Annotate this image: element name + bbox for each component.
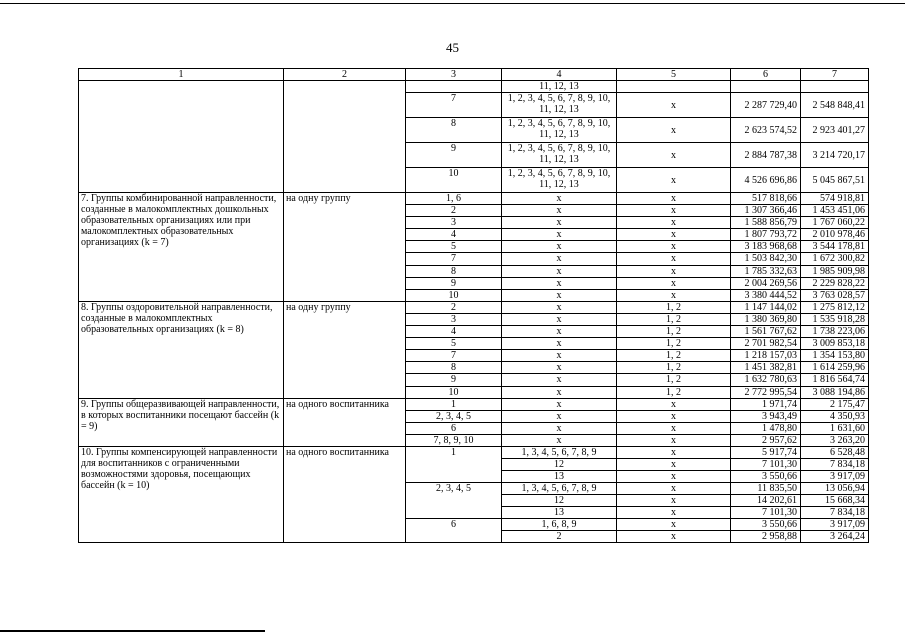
column-header: 2: [284, 69, 406, 81]
table-row: [79, 193, 869, 205]
table-cell: х: [617, 253, 731, 265]
table-cell: 1, 3, 4, 5, 6, 7, 8, 9: [502, 482, 617, 494]
table-cell: 2 958,88: [731, 530, 801, 542]
empty-cell: [79, 81, 284, 193]
table-cell: 2 957,62: [731, 434, 801, 446]
table-cell: 15 668,34: [801, 494, 869, 506]
table-cell: 3 550,66: [731, 470, 801, 482]
table-cell: х: [502, 398, 617, 410]
table-cell: 8: [406, 265, 502, 277]
table-cell: 3: [406, 313, 502, 325]
table-cell: х: [502, 193, 617, 205]
table-cell: 3 917,09: [801, 470, 869, 482]
table-cell: 7: [406, 350, 502, 362]
table-cell: 2: [406, 301, 502, 313]
table-cell: 2 010 978,46: [801, 229, 869, 241]
table-cell: х: [617, 289, 731, 301]
table-cell: х: [617, 229, 731, 241]
table-cell: 1, 2, 3, 4, 5, 6, 7, 8, 9, 10, 11, 12, 13: [502, 143, 617, 168]
table-cell: 3 263,20: [801, 434, 869, 446]
row-unit-label: на одну группу: [284, 193, 406, 302]
table-row: [79, 398, 869, 410]
table-cell: х: [502, 265, 617, 277]
table-cell: 1 307 366,46: [731, 205, 801, 217]
table-cell: 3 183 968,68: [731, 241, 801, 253]
table-cell: х: [617, 482, 731, 494]
table-cell: х: [617, 446, 731, 458]
table-cell: 6: [406, 422, 502, 434]
column-header: 1: [79, 69, 284, 81]
table-cell: 1, 2, 3, 4, 5, 6, 7, 8, 9, 10, 11, 12, 13: [502, 168, 617, 193]
table-cell: 10: [406, 289, 502, 301]
table-cell: х: [617, 410, 731, 422]
header-row: [79, 69, 869, 81]
table-cell: 2 287 729,40: [731, 93, 801, 118]
table-cell: 1 985 909,98: [801, 265, 869, 277]
table-cell: 1, 2: [617, 362, 731, 374]
table-cell: 8: [406, 118, 502, 143]
table-cell: х: [502, 326, 617, 338]
table-cell: 14 202,61: [731, 494, 801, 506]
table-cell: х: [617, 530, 731, 542]
table-cell: х: [502, 241, 617, 253]
table-cell: 1 672 300,82: [801, 253, 869, 265]
table-cell: 3 943,49: [731, 410, 801, 422]
table-cell: х: [502, 362, 617, 374]
column-header: 4: [502, 69, 617, 81]
table-cell: 5: [406, 241, 502, 253]
table-cell: х: [502, 350, 617, 362]
table-cell: 1 354 153,80: [801, 350, 869, 362]
table-cell: 2 548 848,41: [801, 93, 869, 118]
table-cell: 7 834,18: [801, 458, 869, 470]
table-cell: 3 088 194,86: [801, 386, 869, 398]
table-cell: 1 971,74: [731, 398, 801, 410]
top-border-line: [0, 3, 905, 4]
table-cell: х: [617, 241, 731, 253]
table-cell: х: [502, 434, 617, 446]
table-cell: 2, 3, 4, 5: [406, 482, 502, 518]
tariff-table: [78, 68, 869, 543]
table-cell: х: [502, 338, 617, 350]
table-cell: 1 478,80: [731, 422, 801, 434]
table-cell: 1 816 564,74: [801, 374, 869, 386]
column-header: 6: [731, 69, 801, 81]
table-cell: 1, 3, 4, 5, 6, 7, 8, 9: [502, 446, 617, 458]
row-group-label: 8. Группы оздоровительной направленности, созданные в малокомплектных образовательных организациях (k = 8): [79, 301, 284, 398]
table-cell: х: [502, 386, 617, 398]
table-cell: 1, 2: [617, 338, 731, 350]
table-cell: х: [617, 143, 731, 168]
table-cell: 7 101,30: [731, 506, 801, 518]
table-cell: 1 503 842,30: [731, 253, 801, 265]
table-cell: х: [617, 217, 731, 229]
table-cell: х: [617, 434, 731, 446]
table-cell: 2, 3, 4, 5: [406, 410, 502, 422]
table-cell: 1 561 767,62: [731, 326, 801, 338]
column-header: 3: [406, 69, 502, 81]
table-cell: 6 528,48: [801, 446, 869, 458]
empty-cell: [617, 81, 731, 93]
table-cell: 2 701 982,54: [731, 338, 801, 350]
table-cell: 1, 2, 3, 4, 5, 6, 7, 8, 9, 10, 11, 12, 13: [502, 118, 617, 143]
table-cell: 4 350,93: [801, 410, 869, 422]
table-cell: 1 147 144,02: [731, 301, 801, 313]
table-cell: 3 380 444,52: [731, 289, 801, 301]
table-cell: х: [617, 168, 731, 193]
table-cell: 4 526 696,86: [731, 168, 801, 193]
table-row: [79, 446, 869, 458]
table-cell: 6: [406, 518, 502, 542]
table-cell: 1, 2: [617, 374, 731, 386]
table-cell: 3 763 028,57: [801, 289, 869, 301]
table-cell: х: [502, 301, 617, 313]
table-cell: х: [617, 398, 731, 410]
table-cell: х: [502, 229, 617, 241]
table-cell: х: [617, 277, 731, 289]
table-cell: х: [617, 422, 731, 434]
table-cell: 7: [406, 93, 502, 118]
table-cell: 3 214 720,17: [801, 143, 869, 168]
table-cell: 1 588 856,79: [731, 217, 801, 229]
empty-cell: [406, 81, 502, 93]
table-cell: 4: [406, 229, 502, 241]
table-cell: х: [617, 518, 731, 530]
table-cell: 1, 2: [617, 386, 731, 398]
table-cell: 1, 2: [617, 313, 731, 325]
table-cell: х: [502, 205, 617, 217]
table-cell: 1 631,60: [801, 422, 869, 434]
table-cell: 1 738 223,06: [801, 326, 869, 338]
row-unit-label: на одного воспитанника: [284, 398, 406, 446]
table-cell: 12: [502, 458, 617, 470]
table-cell: 4: [406, 326, 502, 338]
table-cell: 1 785 332,63: [731, 265, 801, 277]
table-cell: 2: [406, 205, 502, 217]
table-row: [79, 81, 869, 93]
table-cell: 5: [406, 338, 502, 350]
footer-line: [0, 630, 265, 632]
table-cell: х: [617, 205, 731, 217]
table-cell: 1 451 382,81: [731, 362, 801, 374]
row-group-label: 7. Группы комбинированной направленности, созданные в малокомплектных дошкольных образовательных организациях или при малокомплектных образовательных организациях (k = 7): [79, 193, 284, 302]
table-cell: 1, 2: [617, 326, 731, 338]
table-cell: 9: [406, 277, 502, 289]
table-cell: х: [617, 193, 731, 205]
table-cell: 2: [502, 530, 617, 542]
table-cell: х: [617, 458, 731, 470]
table-cell: 3 917,09: [801, 518, 869, 530]
table-cell: 13: [502, 470, 617, 482]
table-cell: х: [502, 422, 617, 434]
table-cell: 10: [406, 168, 502, 193]
table-cell: х: [502, 253, 617, 265]
row-unit-label: на одного воспитанника: [284, 446, 406, 542]
table-cell: 2 772 995,54: [731, 386, 801, 398]
table-cell: 1 535 918,28: [801, 313, 869, 325]
table-cell: х: [617, 470, 731, 482]
table-cell: 9: [406, 143, 502, 168]
table-cell: 574 918,81: [801, 193, 869, 205]
table-cell: х: [617, 265, 731, 277]
table-cell: х: [617, 506, 731, 518]
table-cell: 3: [406, 217, 502, 229]
table-cell: х: [502, 217, 617, 229]
table-cell: 1 275 812,12: [801, 301, 869, 313]
table-cell: 1 767 060,22: [801, 217, 869, 229]
table-cell: 517 818,66: [731, 193, 801, 205]
table-cell: 8: [406, 362, 502, 374]
table-cell: 1 632 780,63: [731, 374, 801, 386]
table-cell: х: [502, 277, 617, 289]
table-cell: 2 175,47: [801, 398, 869, 410]
table-cell: 13: [502, 506, 617, 518]
table-cell: 1, 2: [617, 301, 731, 313]
table-cell: 2 623 574,52: [731, 118, 801, 143]
row-group-label: 10. Группы компенсирующей направленности для воспитанников с ограниченными возможностями здоровья, посещающих бассейн (k = 10): [79, 446, 284, 542]
table-cell: 1 453 451,06: [801, 205, 869, 217]
table-cell: 1: [406, 446, 502, 482]
table-row: [79, 301, 869, 313]
empty-cell: [284, 81, 406, 193]
column-header: 5: [617, 69, 731, 81]
table-cell: 9: [406, 374, 502, 386]
table-cell: 11 835,50: [731, 482, 801, 494]
table-cell: 7 101,30: [731, 458, 801, 470]
table-cell: 1, 2: [617, 350, 731, 362]
column-header: 7: [801, 69, 869, 81]
table-cell: 5 045 867,51: [801, 168, 869, 193]
table-cell: 12: [502, 494, 617, 506]
table-cell: 7: [406, 253, 502, 265]
empty-cell: [801, 81, 869, 93]
table-cell: 13 056,94: [801, 482, 869, 494]
table-cell: 2 884 787,38: [731, 143, 801, 168]
table-cell: х: [502, 374, 617, 386]
table-cell: х: [502, 410, 617, 422]
table-cell: 3 544 178,81: [801, 241, 869, 253]
table-cell: 1 380 369,80: [731, 313, 801, 325]
table-cell: 1 614 259,96: [801, 362, 869, 374]
table-cell: 1: [406, 398, 502, 410]
table-cell: 2 229 828,22: [801, 277, 869, 289]
table-cell: 1, 2, 3, 4, 5, 6, 7, 8, 9, 10, 11, 12, 13: [502, 93, 617, 118]
table-cell: 5 917,74: [731, 446, 801, 458]
table-cell: 2 923 401,27: [801, 118, 869, 143]
table-cell: 7, 8, 9, 10: [406, 434, 502, 446]
table-cell: х: [617, 93, 731, 118]
table-cell: х: [502, 313, 617, 325]
table-cell: 1 807 793,72: [731, 229, 801, 241]
table-cell: 3 009 853,18: [801, 338, 869, 350]
table-cell: 3 550,66: [731, 518, 801, 530]
table-cell: х: [502, 289, 617, 301]
table-cell: 1, 6, 8, 9: [502, 518, 617, 530]
empty-cell: [731, 81, 801, 93]
row-group-label: 9. Группы общеразвивающей направленности, в которых воспитанники посещают бассейн (k = 9): [79, 398, 284, 446]
table-cell: 11, 12, 13: [502, 81, 617, 93]
table-cell: 10: [406, 386, 502, 398]
page-number: 45: [446, 40, 459, 55]
table-cell: 3 264,24: [801, 530, 869, 542]
table-cell: 7 834,18: [801, 506, 869, 518]
table-cell: 1, 6: [406, 193, 502, 205]
row-unit-label: на одну группу: [284, 301, 406, 398]
table-cell: х: [617, 118, 731, 143]
table-cell: х: [617, 494, 731, 506]
table-cell: 2 004 269,56: [731, 277, 801, 289]
table-cell: 1 218 157,03: [731, 350, 801, 362]
